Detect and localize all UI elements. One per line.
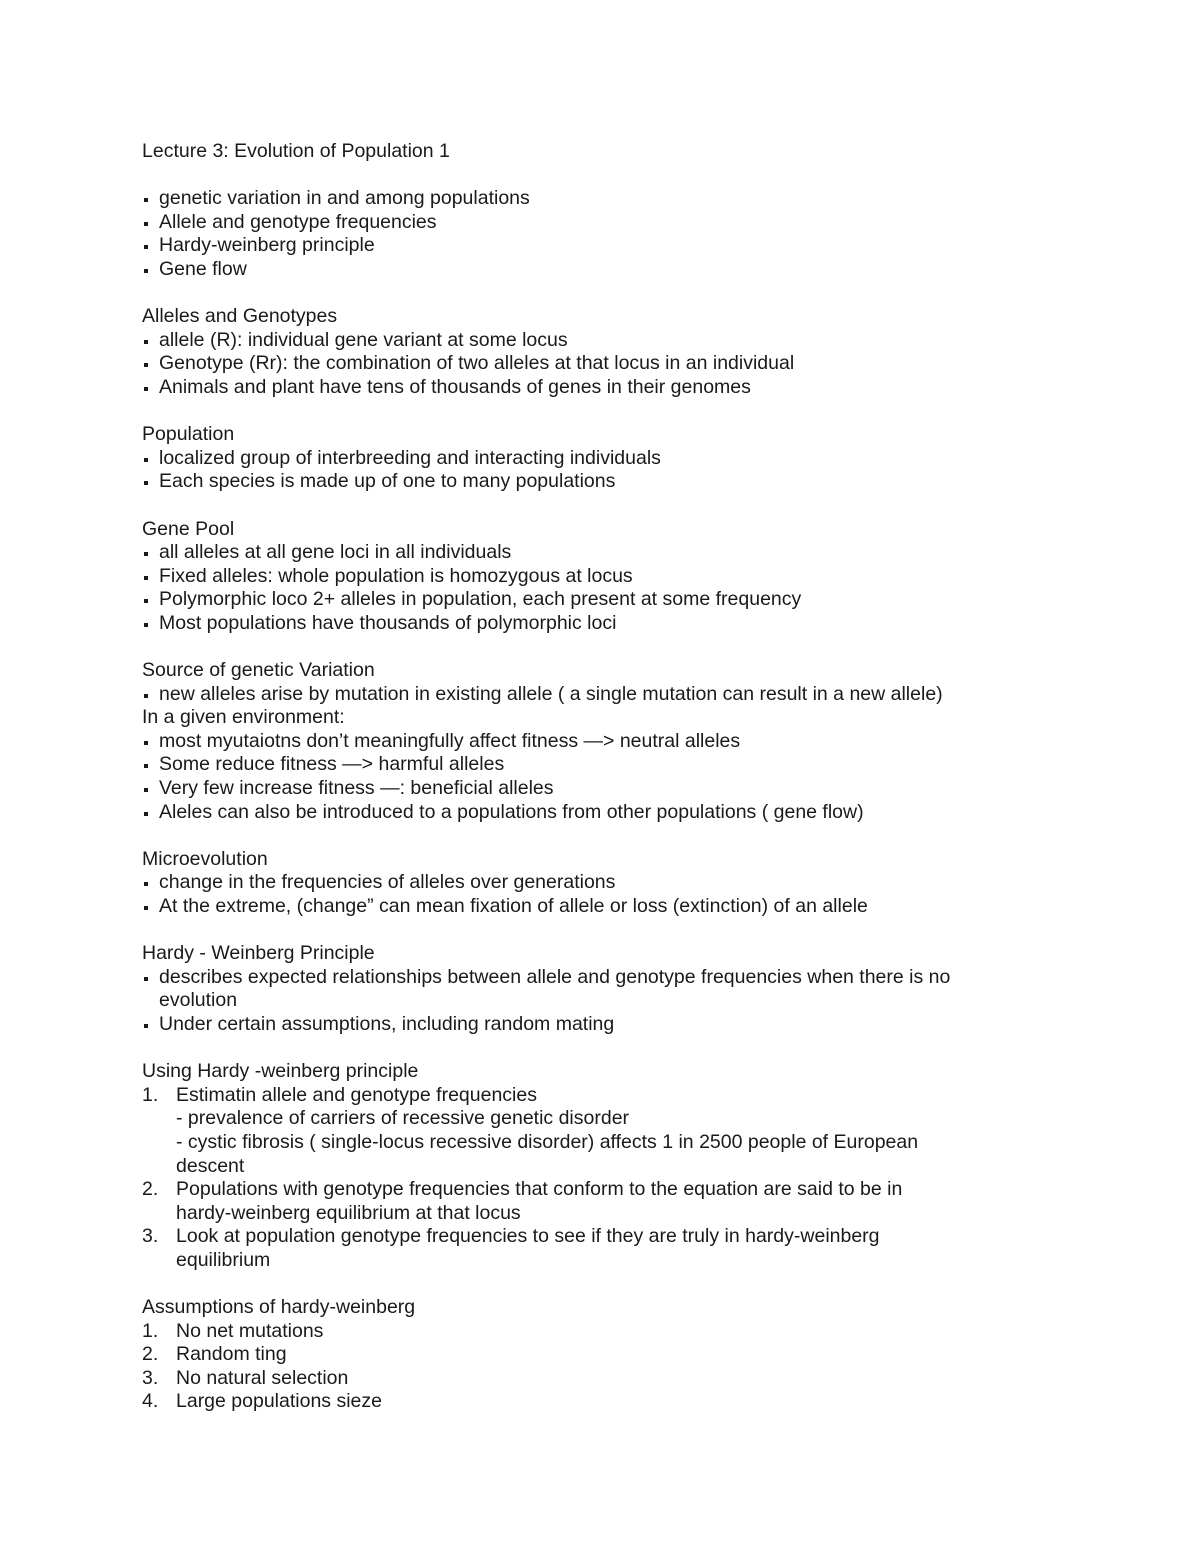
gene-pool-item: Fixed alleles: whole population is homozygous at locus [142, 565, 1062, 589]
item-number: 4. [142, 1390, 159, 1413]
item-text: Look at population genotype frequencies to see if they are truly in hardy-weinberg [176, 1225, 880, 1248]
sub-item: - cystic fibrosis ( single-locus recessive disorder) affects 1 in 2500 people of European [176, 1130, 919, 1153]
item-text: No natural selection [176, 1366, 349, 1389]
item-number: 2. [142, 1343, 159, 1366]
numbered-item-continued: hardy-weinberg equilibrium at that locus [176, 1201, 521, 1224]
page-title: Lecture 3: Evolution of Population 1 [142, 140, 450, 162]
section-heading-microevolution: Microevolution [142, 847, 268, 870]
numbered-item [142, 1225, 1062, 1249]
item-text: Populations with genotype frequencies that conform to the equation are said to be in [176, 1178, 903, 1201]
spacer [142, 400, 1062, 424]
gene-pool-item: all alleles at all gene loci in all individuals [142, 541, 1062, 565]
item-number: 2. [142, 1178, 159, 1201]
hw-principle-item-continued: evolution [159, 989, 238, 1012]
lecture-notes-page [142, 140, 1062, 1414]
section-heading-population: Population [142, 423, 235, 446]
variation-item: new alleles arise by mutation in existing allele ( a single mutation can result in a new allele) [142, 683, 1062, 707]
spacer [142, 635, 1062, 659]
item-number: 3. [142, 1225, 159, 1248]
gene-pool-item: Most populations have thousands of polymorphic loci [142, 612, 1062, 636]
section-heading-variation: Source of genetic Variation [142, 659, 375, 682]
microevolution-item: change in the frequencies of alleles over generations [142, 871, 1062, 895]
spacer [142, 282, 1062, 306]
spacer [142, 1037, 1062, 1061]
numbered-item [142, 1320, 1062, 1344]
item-text: Random ting [176, 1343, 287, 1366]
population-item: localized group of interbreeding and interacting individuals [142, 447, 1062, 471]
alleles-item: allele (R): individual gene variant at some locus [142, 329, 1062, 353]
spacer [142, 494, 1062, 518]
numbered-item [142, 1178, 1062, 1202]
section-heading-gene-pool: Gene Pool [142, 517, 235, 540]
overview-item: Allele and genotype frequencies [142, 211, 1062, 235]
gene-pool-item: Polymorphic loco 2+ alleles in population, each present at some frequency [142, 588, 1062, 612]
item-number: 1. [142, 1319, 159, 1342]
variation-item: Some reduce fitness —> harmful alleles [142, 753, 1062, 777]
sub-item-continued: descent [176, 1154, 245, 1177]
section-heading-assumptions: Assumptions of hardy-weinberg [142, 1296, 416, 1319]
section-heading-alleles-genotypes: Alleles and Genotypes [142, 305, 338, 328]
overview-item: genetic variation in and among populations [142, 187, 1062, 211]
hw-principle-item: Under certain assumptions, including random mating [142, 1013, 1062, 1037]
overview-item: Gene flow [142, 258, 1062, 282]
variation-item: most myutaiotns don’t meaningfully affect fitness —> neutral alleles [142, 730, 1062, 754]
alleles-item: Animals and plant have tens of thousands of genes in their genomes [142, 376, 1062, 400]
section-heading-hw-principle: Hardy - Weinberg Principle [142, 942, 375, 965]
microevolution-item: At the extreme, (change” can mean fixation of allele or loss (extinction) of an allele [142, 895, 1062, 919]
spacer [142, 919, 1062, 943]
item-text: Estimatin allele and genotype frequencies [176, 1083, 537, 1106]
item-text: No net mutations [176, 1319, 324, 1342]
numbered-item [142, 1367, 1062, 1391]
item-text: Large populations sieze [176, 1390, 382, 1413]
numbered-item-continued: equilibrium [176, 1248, 271, 1271]
spacer [142, 1273, 1062, 1297]
sub-item: - prevalence of carriers of recessive genetic disorder [176, 1107, 630, 1130]
overview-item: Hardy-weinberg principle [142, 234, 1062, 258]
variation-item: Aleles can also be introduced to a populations from other populations ( gene flow) [142, 801, 1062, 825]
numbered-item [142, 1390, 1062, 1414]
variation-item: Very few increase fitness —: beneficial alleles [142, 777, 1062, 801]
spacer [142, 824, 1062, 848]
spacer [142, 164, 1062, 188]
numbered-item [142, 1343, 1062, 1367]
item-number: 1. [142, 1083, 159, 1106]
section-heading-using-hw: Using Hardy -weinberg principle [142, 1060, 419, 1083]
variation-subheading: In a given environment: [142, 706, 345, 729]
alleles-item: Genotype (Rr): the combination of two alleles at that locus in an individual [142, 352, 1062, 376]
item-number: 3. [142, 1366, 159, 1389]
population-item: Each species is made up of one to many populations [142, 470, 1062, 494]
numbered-item [142, 1084, 1062, 1108]
hw-principle-item: describes expected relationships between allele and genotype frequencies when there is no [142, 966, 1062, 990]
